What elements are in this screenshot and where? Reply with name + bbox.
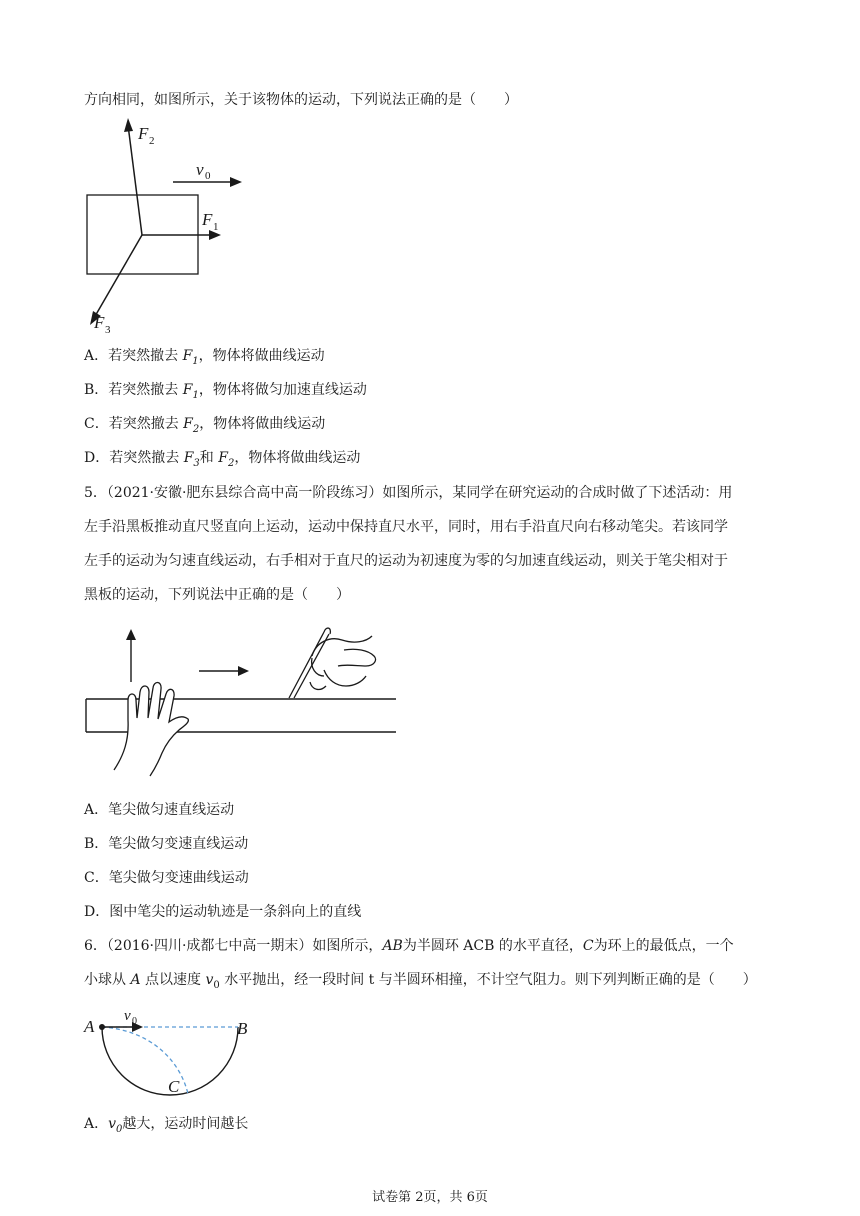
f1-sub: 1 — [213, 221, 219, 233]
q4-option-d: D．若突然撤去 $F_3$和 $F_2$，物体将做曲线运动 — [84, 450, 361, 469]
q5-stem-line2: 左手沿黑板推动直尺竖直向上运动，运动中保持直尺水平，同时，用右手沿直尺向右移动笔尖。若该同学 — [84, 519, 728, 535]
v0-sub: 0 — [205, 170, 211, 182]
q4-option-b: B．若突然撤去 $F_1$，物体将做匀加速直线运动 — [84, 382, 367, 401]
f2-sub: 2 — [149, 135, 155, 147]
f2-label: F — [138, 124, 149, 143]
q4-option-a: A．若突然撤去 $F_1$，物体将做曲线运动 — [84, 348, 325, 367]
q5-stem-line4: 黑板的运动，下列说法中正确的是（ ） — [84, 587, 350, 603]
page-footer: 试卷第 2页，共 6页 — [372, 1190, 488, 1205]
v0-sub: 0 — [132, 1016, 137, 1027]
q4-option-c: C．若突然撤去 $F_2$，物体将做曲线运动 — [84, 416, 326, 435]
q6-stem-line2: 小球从 A 点以速度 $v_0$ 水平抛出，经一段时间 t 与半圆环相撞，不计空气阻力。则下列判断正确的是（ ） — [84, 972, 757, 991]
q5-stem-line1: 5．（2021·安徽·肥东县综合高中高一阶段练习）如图所示，某同学在研究运动的合成时做了下述活动：用 — [84, 485, 733, 501]
q5-stem-line3: 左手的运动为匀速直线运动，右手相对于直尺的运动为初速度为零的匀加速直线运动，则关于笔尖相对于 — [84, 553, 728, 569]
v0-label: v — [124, 1008, 131, 1024]
point-c-label: C — [168, 1077, 180, 1096]
q4-stem: 方向相同，如图所示，关于该物体的运动，下列说法正确的是（ ） — [84, 92, 518, 108]
f3-label: F — [94, 313, 105, 332]
q5-option-b: B．笔尖做匀变速直线运动 — [84, 836, 249, 852]
v0-label: v — [196, 160, 204, 179]
f1-label: F — [202, 210, 213, 229]
q5-ruler-figure — [84, 620, 404, 780]
q6-semicircle-figure — [80, 1000, 280, 1100]
point-a-label: A — [84, 1017, 95, 1036]
f3-sub: 3 — [105, 324, 111, 335]
q5-option-c: C．笔尖做匀变速曲线运动 — [84, 870, 249, 886]
q6-stem-line1: 6．（2016·四川·成都七中高一期末）如图所示，AB为半圆环 ACB 的水平直径，C为环上的最低点，一个 — [84, 938, 734, 954]
point-b-label: B — [237, 1019, 248, 1038]
q6-option-a: A．$v_0$越大，运动时间越长 — [84, 1116, 249, 1135]
q5-option-d: D．图中笔尖的运动轨迹是一条斜向上的直线 — [84, 904, 362, 920]
q5-option-a: A．笔尖做匀速直线运动 — [84, 802, 235, 818]
q4-force-figure — [80, 115, 260, 335]
